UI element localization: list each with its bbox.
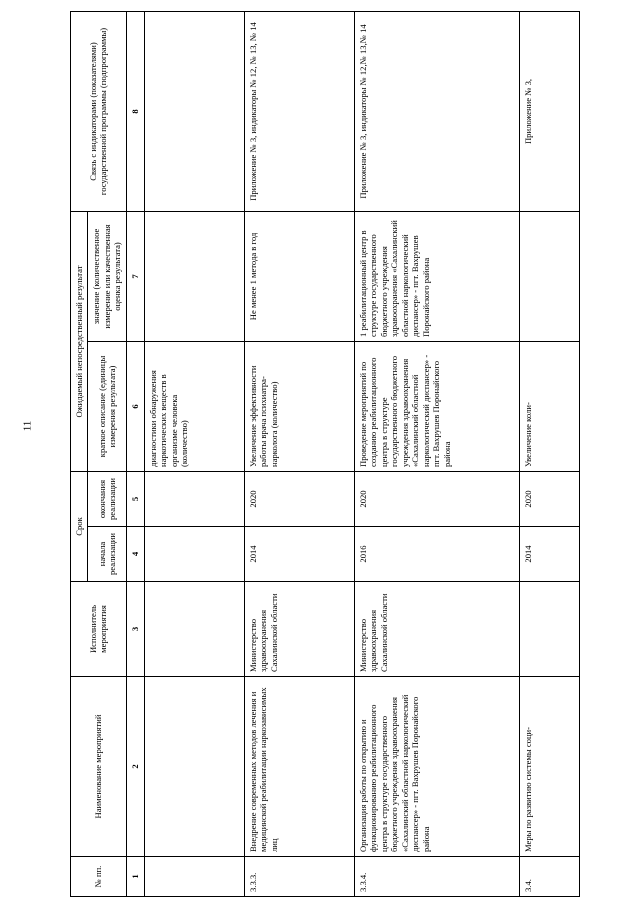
header-expected-value: значение (количественное измерение или качественная оценка результата) — [88, 211, 126, 341]
cell-executor: Министерство здравоохранения Сахалинской области — [354, 582, 519, 677]
cell-name: Меры по развитию системы соци- — [519, 677, 579, 857]
col-number: 1 — [126, 857, 144, 897]
cell-value: Не менее 1 метода в год — [244, 211, 354, 341]
cell-link: Приложение № 3, индикаторы № 12, № 13, № 14 — [244, 11, 354, 211]
cell-name: Внедрение современных методов лечения и медицинской реабилитации наркозависимых лиц — [244, 677, 354, 857]
rotated-table-container — [70, 12, 610, 897]
cell-value — [144, 211, 244, 341]
header-num: № пп. — [71, 857, 127, 897]
cell-name — [144, 677, 244, 857]
cell-end — [144, 471, 244, 526]
cell-desc: диагностики обнаружения наркотических веществ в организме человека (количество) — [144, 341, 244, 471]
header-name: Наименование мероприятий — [71, 677, 127, 857]
col-number: 6 — [126, 341, 144, 471]
cell-value — [519, 211, 579, 341]
document-sheet — [70, 12, 610, 897]
page-number: 11 — [21, 420, 34, 432]
cell-executor — [144, 582, 244, 677]
program-table — [70, 11, 580, 897]
cell-link: Приложение № 3, — [519, 11, 579, 211]
cell-value: 1 реабилитационный центр в структуре государственного бюджетного учреждения здравоохранения «Сахалинский областной наркологический диспансер» - пгт. Вахрушев Поронайского района — [354, 211, 519, 341]
table-row — [144, 11, 244, 896]
cell-end: 2020 — [244, 471, 354, 526]
header-term: Срок — [71, 471, 88, 581]
cell-num: 3.4. — [519, 857, 579, 897]
cell-link — [144, 11, 244, 211]
cell-executor — [519, 582, 579, 677]
header-term-end: окончания реализации — [88, 471, 126, 526]
header-expected: Ожидаемый непосредственный результат — [71, 211, 88, 471]
table-row — [519, 11, 579, 896]
col-number: 5 — [126, 471, 144, 526]
cell-num: 3.3.4. — [354, 857, 519, 897]
cell-start: 2014 — [519, 527, 579, 582]
cell-num — [144, 857, 244, 897]
cell-desc: Увеличение эффективности работы врача психиатра-нарколога (количество) — [244, 341, 354, 471]
cell-num: 3.3.3. — [244, 857, 354, 897]
col-number: 7 — [126, 211, 144, 341]
header-executor: Исполнитель мероприятия — [71, 582, 127, 677]
col-number: 2 — [126, 677, 144, 857]
cell-start: 2016 — [354, 527, 519, 582]
table-row — [354, 11, 519, 896]
header-link: Связь с индикаторами (показателями) государственной программы (подпрограммы) — [71, 11, 127, 211]
cell-desc: Проведение мероприятий по созданию реабилитационного центра в структуре государственного бюджетного учреждения здравоохранения «Сахалинский областной наркологический диспансер» - пгт. Вахрушев Поронайского района — [354, 341, 519, 471]
col-number: 8 — [126, 11, 144, 211]
cell-start: 2014 — [244, 527, 354, 582]
col-number: 4 — [126, 527, 144, 582]
col-number: 3 — [126, 582, 144, 677]
cell-link: Приложение № 3, индикаторы № 12,№ 13,№ 14 — [354, 11, 519, 211]
cell-start — [144, 527, 244, 582]
cell-end: 2020 — [354, 471, 519, 526]
header-term-start: начала реализации — [88, 527, 126, 582]
cell-executor: Министерство здравоохранения Сахалинской области — [244, 582, 354, 677]
header-expected-desc: краткое описание (единицы измерения результата) — [88, 341, 126, 471]
cell-desc: Увеличение коли- — [519, 341, 579, 471]
cell-name: Организация работы по открытию и функционированию реабилитационного центра в структуре государственного бюджетного учреждения здравоохранения «Сахалинский областной наркологический диспансер» - пгт. Вахрушев Поронайского района — [354, 677, 519, 857]
table-row — [244, 11, 354, 896]
cell-end: 2020 — [519, 471, 579, 526]
